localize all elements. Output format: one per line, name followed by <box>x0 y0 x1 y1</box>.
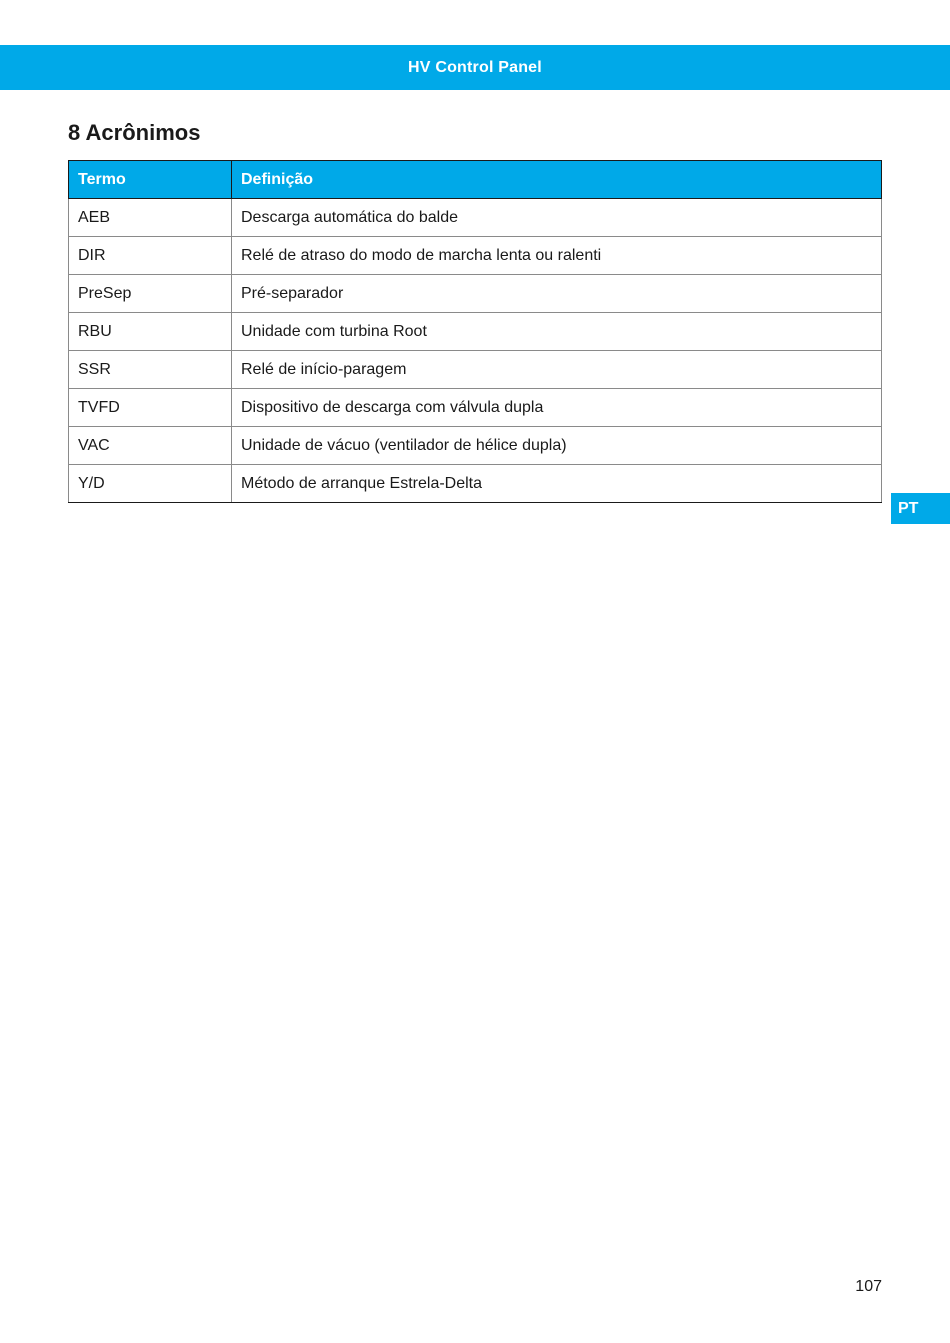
term-cell: TVFD <box>69 389 232 427</box>
table-row <box>69 275 882 313</box>
table-row <box>69 199 882 237</box>
definition-cell: Relé de início-paragem <box>232 351 882 389</box>
header-title: HV Control Panel <box>408 58 542 76</box>
term-cell: SSR <box>69 351 232 389</box>
table-row <box>69 351 882 389</box>
term-cell: PreSep <box>69 275 232 313</box>
header-band <box>0 45 950 90</box>
table-row <box>69 237 882 275</box>
definition-cell: Método de arranque Estrela-Delta <box>232 465 882 503</box>
term-cell: RBU <box>69 313 232 351</box>
definition-cell: Pré-separador <box>232 275 882 313</box>
language-tab-pt: PT <box>891 493 950 524</box>
table-row <box>69 465 882 503</box>
column-header-definition: Definição <box>232 161 882 199</box>
term-cell: Y/D <box>69 465 232 503</box>
page-number: 107 <box>855 1278 882 1295</box>
definition-cell: Relé de atraso do modo de marcha lenta ou ralenti <box>232 237 882 275</box>
definition-cell: Unidade com turbina Root <box>232 313 882 351</box>
definition-cell: Unidade de vácuo (ventilador de hélice dupla) <box>232 427 882 465</box>
table-row <box>69 389 882 427</box>
definition-cell: Descarga automática do balde <box>232 199 882 237</box>
table-header-row <box>69 161 882 199</box>
term-cell: DIR <box>69 237 232 275</box>
table-row <box>69 427 882 465</box>
table-row <box>69 313 882 351</box>
column-header-term: Termo <box>69 161 232 199</box>
term-cell: VAC <box>69 427 232 465</box>
acronyms-table <box>68 160 882 503</box>
definition-cell: Dispositivo de descarga com válvula dupla <box>232 389 882 427</box>
term-cell: AEB <box>69 199 232 237</box>
section-title: 8 Acrônimos <box>68 120 201 145</box>
